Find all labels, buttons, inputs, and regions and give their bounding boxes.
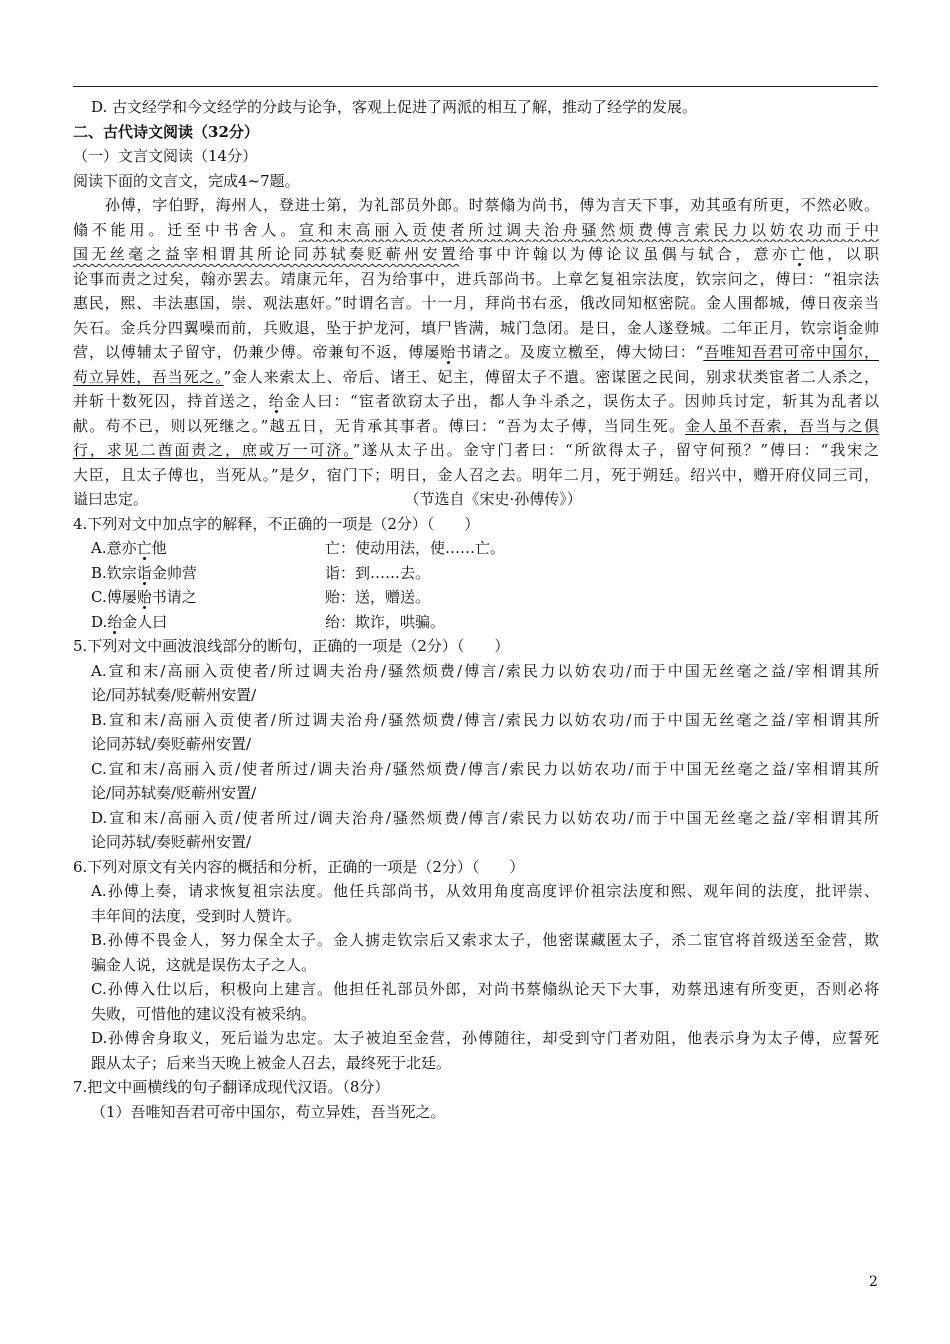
subsection-title: （一）文言文阅读（14分） <box>73 147 258 165</box>
passage-line: 矢石。金兵分四翼噪而前，兵败退，坠于护龙河，填尸皆满，城门急闭。是日，金人遂登城。二年正月，钦宗诣金帅 <box>73 318 879 337</box>
option-d-cont: 跟从太子；后来当天晚上被金人召去，最终死于北廷。 <box>91 1053 452 1072</box>
passage-line: 大臣，且太子傅也，当死从。”是夕，宿门下；明日，金人召之去。明年二月，死于朔廷。绍兴中，赠开府仪同三司， <box>73 465 879 484</box>
underlined-sentence: 行，求见二酋面责之，庶或万一可济。 <box>73 441 353 459</box>
question-stem: 6.下列对原文有关内容的概括和分析，正确的一项是（2分）（ ） <box>73 857 525 876</box>
passage <box>73 193 879 512</box>
wavy-underline-text: 宣和末高丽入贡使者所过调夫治舟骚然烦费傅言索民力以妨农功而于中 <box>299 220 879 239</box>
option-d: D.孙傅舍身取义，死后谥为忠定。太子被迫至金营，孙傅随往，却受到守门者劝阻，他表示身为太子傅，应誓死 <box>91 1029 879 1047</box>
question-stem: 4.下列对文中加点字的解释，不正确的一项是（2分）（ ） <box>73 514 480 533</box>
top-divider <box>73 86 878 87</box>
passage-line: 营，以傅辅太子留守，仍兼少傅。帝兼旬不返，傅屡贻书请之。及废立檄至，傅大恸曰：“吾唯知吾君可帝中国尔， <box>73 343 879 361</box>
option-c: C.傅屡贻书请之 贻：送，赠送。 <box>91 588 431 606</box>
option-a-cont: 论/同苏轼奏/贬蕲州安置/ <box>91 686 257 704</box>
passage-source: （节选自《宋史·孙傅传》） <box>412 490 582 508</box>
question-stem: 7.把文中画横线的句子翻译成现代汉语。（8分） <box>73 1078 390 1096</box>
question-7 <box>73 1075 879 1124</box>
question-5 <box>73 634 879 855</box>
underlined-sentence: 吾唯知吾君可帝中国尔， <box>703 343 879 361</box>
option-b: B.钦宗诣金帅营 诣：到……去。 <box>91 563 431 582</box>
underlined-sentence: 金人虽不吾索，吾当与之俱 <box>685 416 879 435</box>
translation-item-1: （1）吾唯知吾君可帝中国尔，苟立异姓，吾当死之。 <box>91 1102 446 1121</box>
option-b-cont: 骗金人说，这就是误伤太子之人。 <box>91 955 317 974</box>
question-4 <box>73 512 879 635</box>
top-option-d: D. 古文经学和今文经学的分歧与论争，客观上促进了两派的相互了解，推动了经学的发展。 <box>91 98 698 116</box>
dotted-char: 亡 <box>790 245 809 263</box>
dotted-char: 亡 <box>136 539 152 557</box>
option-d-cont: 论同苏轼/奏贬蕲州安置/ <box>91 833 252 851</box>
option-b-cont: 论同苏轼/奏贬蕲州安置/ <box>91 735 252 753</box>
option-a: A.意亦亡他 亡：使动用法，使……亡。 <box>91 539 506 557</box>
option-c-cont: 论/同苏轼奏/贬蕲州安置/ <box>91 784 257 802</box>
dotted-char: 绐 <box>268 392 285 410</box>
question-6 <box>73 855 879 1076</box>
wavy-underline-text: 国无丝毫之益宰相谓其所论同苏轼奏贬蕲州安置 <box>73 245 460 263</box>
passage-line: 献。苟不已，则以死继之。”越五日，无肯承其事者。傅曰：“吾为太子傅，当同生死。金人虽不吾索，吾当与之俱 <box>73 416 879 435</box>
dotted-char: 贻 <box>440 343 457 361</box>
passage-line: 谥曰忠定。 （节选自《宋史·孙傅传》） <box>73 490 582 508</box>
instruction: 阅读下面的文言文，完成4~7题。 <box>73 171 300 190</box>
option-c: C.宣和末/高丽入贡/使者所过/调夫治舟/骚然烦费/傅言/索民力以妨农功/而于中国无丝毫之益/宰相谓其所 <box>91 759 879 778</box>
dotted-char: 诣 <box>136 563 152 582</box>
passage-line: 论事而责之过矣，翰亦罢去。靖康元年，召为给事中，进兵部尚书。上章乞复祖宗法度，钦宗问之，傅曰：“祖宗法 <box>73 269 879 288</box>
option-b: B.宣和末/高丽入贡使者/所过调夫治舟/骚然烦费/傅言/索民力以妨农功/而于中国无丝毫之益/宰相谓其所 <box>91 710 879 729</box>
passage-line: 翛不能用。迁至中书舍人。宣和末高丽入贡使者所过调夫治舟骚然烦费傅言索民力以妨农功而于中 <box>73 220 879 239</box>
section-title: 二、古代诗文阅读（32分） <box>73 122 259 141</box>
dotted-char: 贻 <box>136 588 152 606</box>
option-c: C.孙傅入仕以后，积极向上建言。他担任礼部员外郎，对尚书蔡翛纵论天下大事，劝蔡迅速有所变更，否则必将 <box>91 980 879 998</box>
passage-line: 孙傅，字伯野，海州人，登进士第，为礼部员外郎。时蔡翛为尚书，傅为言天下事，劝其亟有所更，不然必败。 <box>105 196 879 214</box>
passage-line: 行，求见二酋面责之，庶或万一可济。”遂从太子出。金守门者曰：“所欲得太子，留守何预？”傅曰：“我宋之 <box>73 441 879 459</box>
passage-line: 国无丝毫之益宰相谓其所论同苏轼奏贬蕲州安置给事中许翰以为傅论议虽偶与轼合，意亦亡他，以职 <box>73 245 879 263</box>
passage-line: 苟立异姓，吾当死之。”金人来索太上、帝后、诸王、妃主，傅留太子不遣。密谋匿之民间，别求状类宦者二人杀之， <box>73 367 879 386</box>
option-d: D.绐金人曰 绐：欺诈，哄骗。 <box>91 612 446 631</box>
option-a: A.孙傅上奏，请求恢复祖宗法度。他任兵部尚书，从效用角度高度评价祖宗法度和熙、观年间的法度，批评崇、 <box>91 882 879 900</box>
page-number: 2 <box>869 1274 878 1290</box>
exam-page-content <box>73 95 879 1124</box>
question-stem: 5.下列对文中画波浪线部分的断句，正确的一项是（2分）（ ） <box>73 637 510 655</box>
option-a-cont: 丰年间的法度，受到时人赞许。 <box>91 906 302 925</box>
underlined-sentence: 苟立异姓，吾当死之。 <box>73 367 224 386</box>
passage-line: 惠民，熙、丰法惠国，崇、观法惠奸。”时谓名言。十一月，拜尚书右丞，俄改同知枢密院。金人围都城，傅日夜亲当 <box>73 294 879 312</box>
option-d: D.宣和末/高丽入贡/使者所过/调夫治舟/骚然烦费/傅言/索民力以妨农功/而于中国无丝毫之益/宰相谓其所 <box>91 808 879 827</box>
option-c-cont: 失败，可惜他的建议没有被采纳。 <box>91 1004 317 1023</box>
option-b: B.孙傅不畏金人，努力保全太子。金人掳走钦宗后又索求太子，他密谋藏匿太子，杀二宦官将首级送至金营，欺 <box>91 931 879 949</box>
option-a: A.宣和末/高丽入贡使者/所过调夫治舟/骚然烦费/傅言/索民力以妨农功/而于中国无丝毫之益/宰相谓其所 <box>91 661 879 680</box>
dotted-char: 绐 <box>107 612 123 631</box>
dotted-char: 诣 <box>832 318 849 337</box>
passage-line: 并斩十数死囚，持首送之，绐金人曰：“宦者欲窃太子出，都人争斗杀之，误伤太子。因帅兵讨定，斩其为乱者以 <box>73 392 879 410</box>
